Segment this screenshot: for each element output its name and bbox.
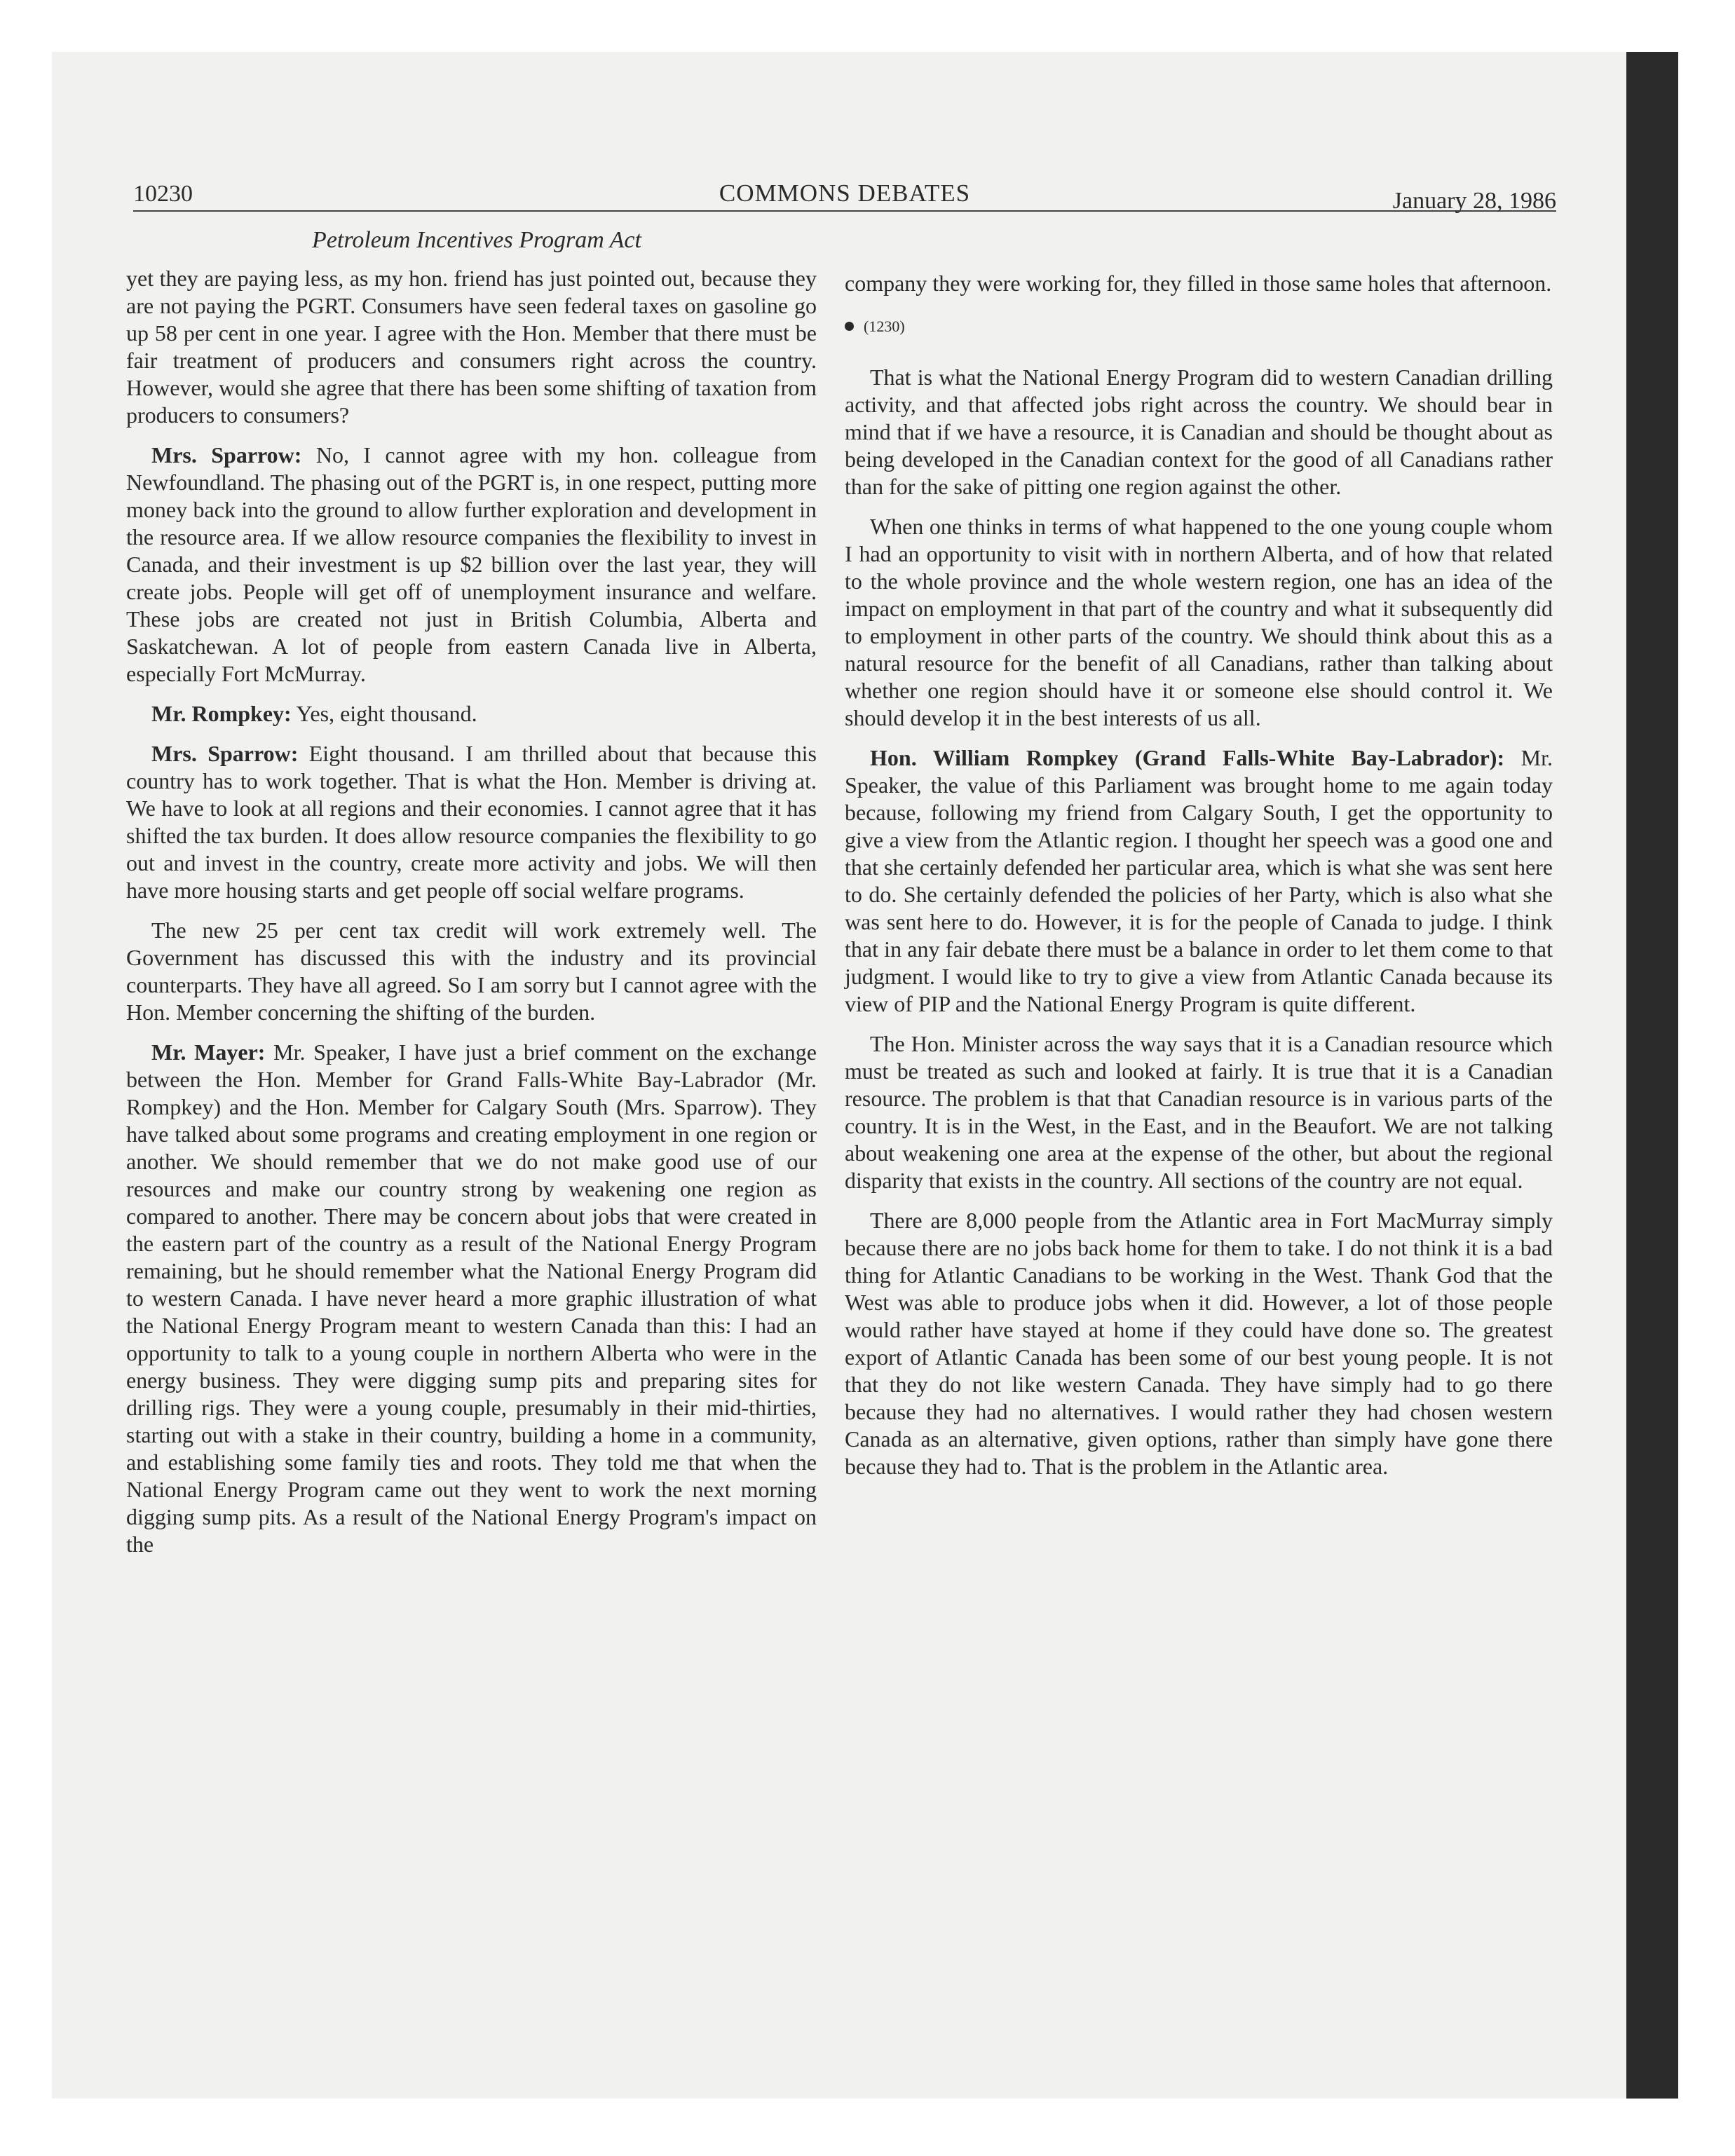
paragraph-text: When one thinks in terms of what happened to the one young couple whom I had an opportunity to visit with in northern Alberta, and of how that related to the whole province and the whole western region, one has an idea of the impact on employment in that part of the country and what it subsequently did to employment in other parts of the country. We should think about this as a natural resource for the benefit of all Canadians, rather than talking about whether one region should have it or someone else should control it. We should develop it in the best interests of us all. <box>845 514 1553 730</box>
right-column <box>845 270 1553 1493</box>
paragraph-text: The Hon. Minister across the way says that it is a Canadian resource which must be treated as such and looked at fairly. It is true that it is a Canadian resource. The problem is that that Canadian resource is in various parts of the country. It is in the West, in the East, and in the Beaufort. We are not talking about weakening one area at the expense of the other, but about the regional disparity that exists in the country. All sections of the country are not equal. <box>845 1031 1553 1193</box>
paragraph-text: Eight thousand. I am thrilled about that because this country has to work together. That is what the Hon. Member is driving at. We have to look at all regions and their economies. I cannot agree that it has shifted the tax burden. It does allow resource companies the flexibility to go out and invest in the country, create more activity and jobs. We will then have more housing starts and get people off social welfare programs. <box>126 741 817 903</box>
paragraph-text: Mr. Speaker, the value of this Parliament was brought home to me again today because, following my friend from Calgary South, I get the opportunity to give a view from the Atlantic region. I thought her speech was a good one and that she certainly defended her particular area, which is what she was sent here to do. She certainly defended the policies of her Party, which is also what she was sent here to do. However, it is for the people of Canada to judge. I think that in any fair debate there must be a balance in order to let them come to that judgment. I would like to try to give a view from Atlantic Canada because its view of PIP and the National Energy Program is quite different. <box>845 745 1553 1016</box>
running-title: COMMONS DEBATES <box>719 179 971 207</box>
section-title: Petroleum Incentives Program Act <box>312 227 641 253</box>
paragraph-text: company they were working for, they filled in those same holes that afternoon. <box>845 271 1552 296</box>
paragraph <box>845 1030 1553 1194</box>
paragraph <box>845 270 1553 297</box>
page-header <box>133 174 1556 212</box>
paragraph <box>126 442 817 688</box>
speaker-name: Hon. William Rompkey (Grand Falls-White Bay-Labrador): <box>870 745 1505 770</box>
paragraph-text: yet they are paying less, as my hon. friend has just pointed out, because they are not paying the PGRT. Consumers have seen federal taxes on gasoline go up 58 per cent in one year. I agree with the Hon. Member that there must be fair treatment of producers and consumers right across the country. However, would she agree that there has been some shifting of taxation from producers to consumers? <box>126 266 817 428</box>
time-marker-text: (1230) <box>864 318 905 335</box>
page-date: January 28, 1986 <box>1392 188 1556 214</box>
paragraph <box>845 513 1553 732</box>
paragraph <box>845 364 1553 500</box>
paragraph <box>845 1207 1553 1480</box>
left-column <box>126 265 817 1571</box>
bullet-icon <box>845 322 854 331</box>
paragraph-text: Yes, eight thousand. <box>291 701 477 726</box>
page-number: 10230 <box>133 181 193 207</box>
speaker-name: Mr. Rompkey: <box>151 701 292 726</box>
paragraph-text: That is what the National Energy Program did to western Canadian drilling activity, and that affected jobs right across the country. We should bear in mind that if we have a resource, it is Canadian and should be thought about as being developed in the Canadian context for the good of all Canadians rather than for the sake of pitting one region against the other. <box>845 364 1553 499</box>
paragraph <box>126 1039 817 1558</box>
paragraph-text: No, I cannot agree with my hon. colleague from Newfoundland. The phasing out of the PGRT is, in one respect, putting more money back into the ground to allow further exploration and development in the resource area. If we allow resource companies the flexibility to invest in Canada, and their investment is up $2 billion over the last year, they will create jobs. People will get off of unemployment insurance and welfare. These jobs are created not just in British Columbia, Alberta and Saskatchewan. A lot of people from eastern Canada live in Alberta, especially Fort McMurray. <box>126 442 817 686</box>
paragraph-text: Mr. Speaker, I have just a brief comment on the exchange between the Hon. Member for Grand Falls-White Bay-Labrador (Mr. Rompkey) and the Hon. Member for Calgary South (Mrs. Sparrow). They have talked about some programs and creating employment in one region or another. We should remember that we do not make good use of our resources and make our country strong by weakening one region as compared to another. There may be concern about jobs that were created in the eastern part of the country as a result of the National Energy Program remaining, but he should remember what the National Energy Program did to western Canada. I have never heard a more graphic illustration of what the National Energy Program meant to western Canada than this: I had an opportunity to talk to a young couple in northern Alberta who were in the energy business. They were digging sump pits and preparing sites for drilling rigs. They were a young couple, presumably in their mid-thirties, starting out with a stake in their country, building a home in a community, and establishing some family ties and roots. They told me that when the National Energy Program came out they went to work the next morning digging sump pits. As a result of the National Energy Program's impact on the <box>126 1039 817 1557</box>
paragraph <box>126 265 817 429</box>
paragraph <box>126 700 817 728</box>
paragraph-text: The new 25 per cent tax credit will work extremely well. The Government has discussed this with the industry and its provincial counterparts. They have all agreed. So I am sorry but I cannot agree with the Hon. Member concerning the shifting of the burden. <box>126 917 817 1025</box>
paragraph <box>126 917 817 1026</box>
speaker-name: Mrs. Sparrow: <box>151 442 302 468</box>
paragraph <box>845 744 1553 1018</box>
speaker-name: Mr. Mayer: <box>151 1039 266 1065</box>
speaker-name: Mrs. Sparrow: <box>151 741 299 766</box>
paragraph-text: There are 8,000 people from the Atlantic area in Fort MacMurray simply because there are no jobs back home for them to take. I do not think it is a bad thing for Atlantic Canadians to be working in the West. Thank God that the West was able to produce jobs when it did. However, a lot of those people would rather have stayed at home if they could have done so. The greatest export of Atlantic Canada has been some of our best young people. It is not that they do not like western Canada. They have simply had to go there because they had no alternatives. I would rather they had chosen western Canada as an alternative, given options, rather than simply have gone there because they had to. That is the problem in the Atlantic area. <box>845 1208 1553 1479</box>
scan-edge-bar <box>1626 52 1678 2099</box>
paragraph <box>126 740 817 904</box>
time-marker <box>845 313 1553 340</box>
